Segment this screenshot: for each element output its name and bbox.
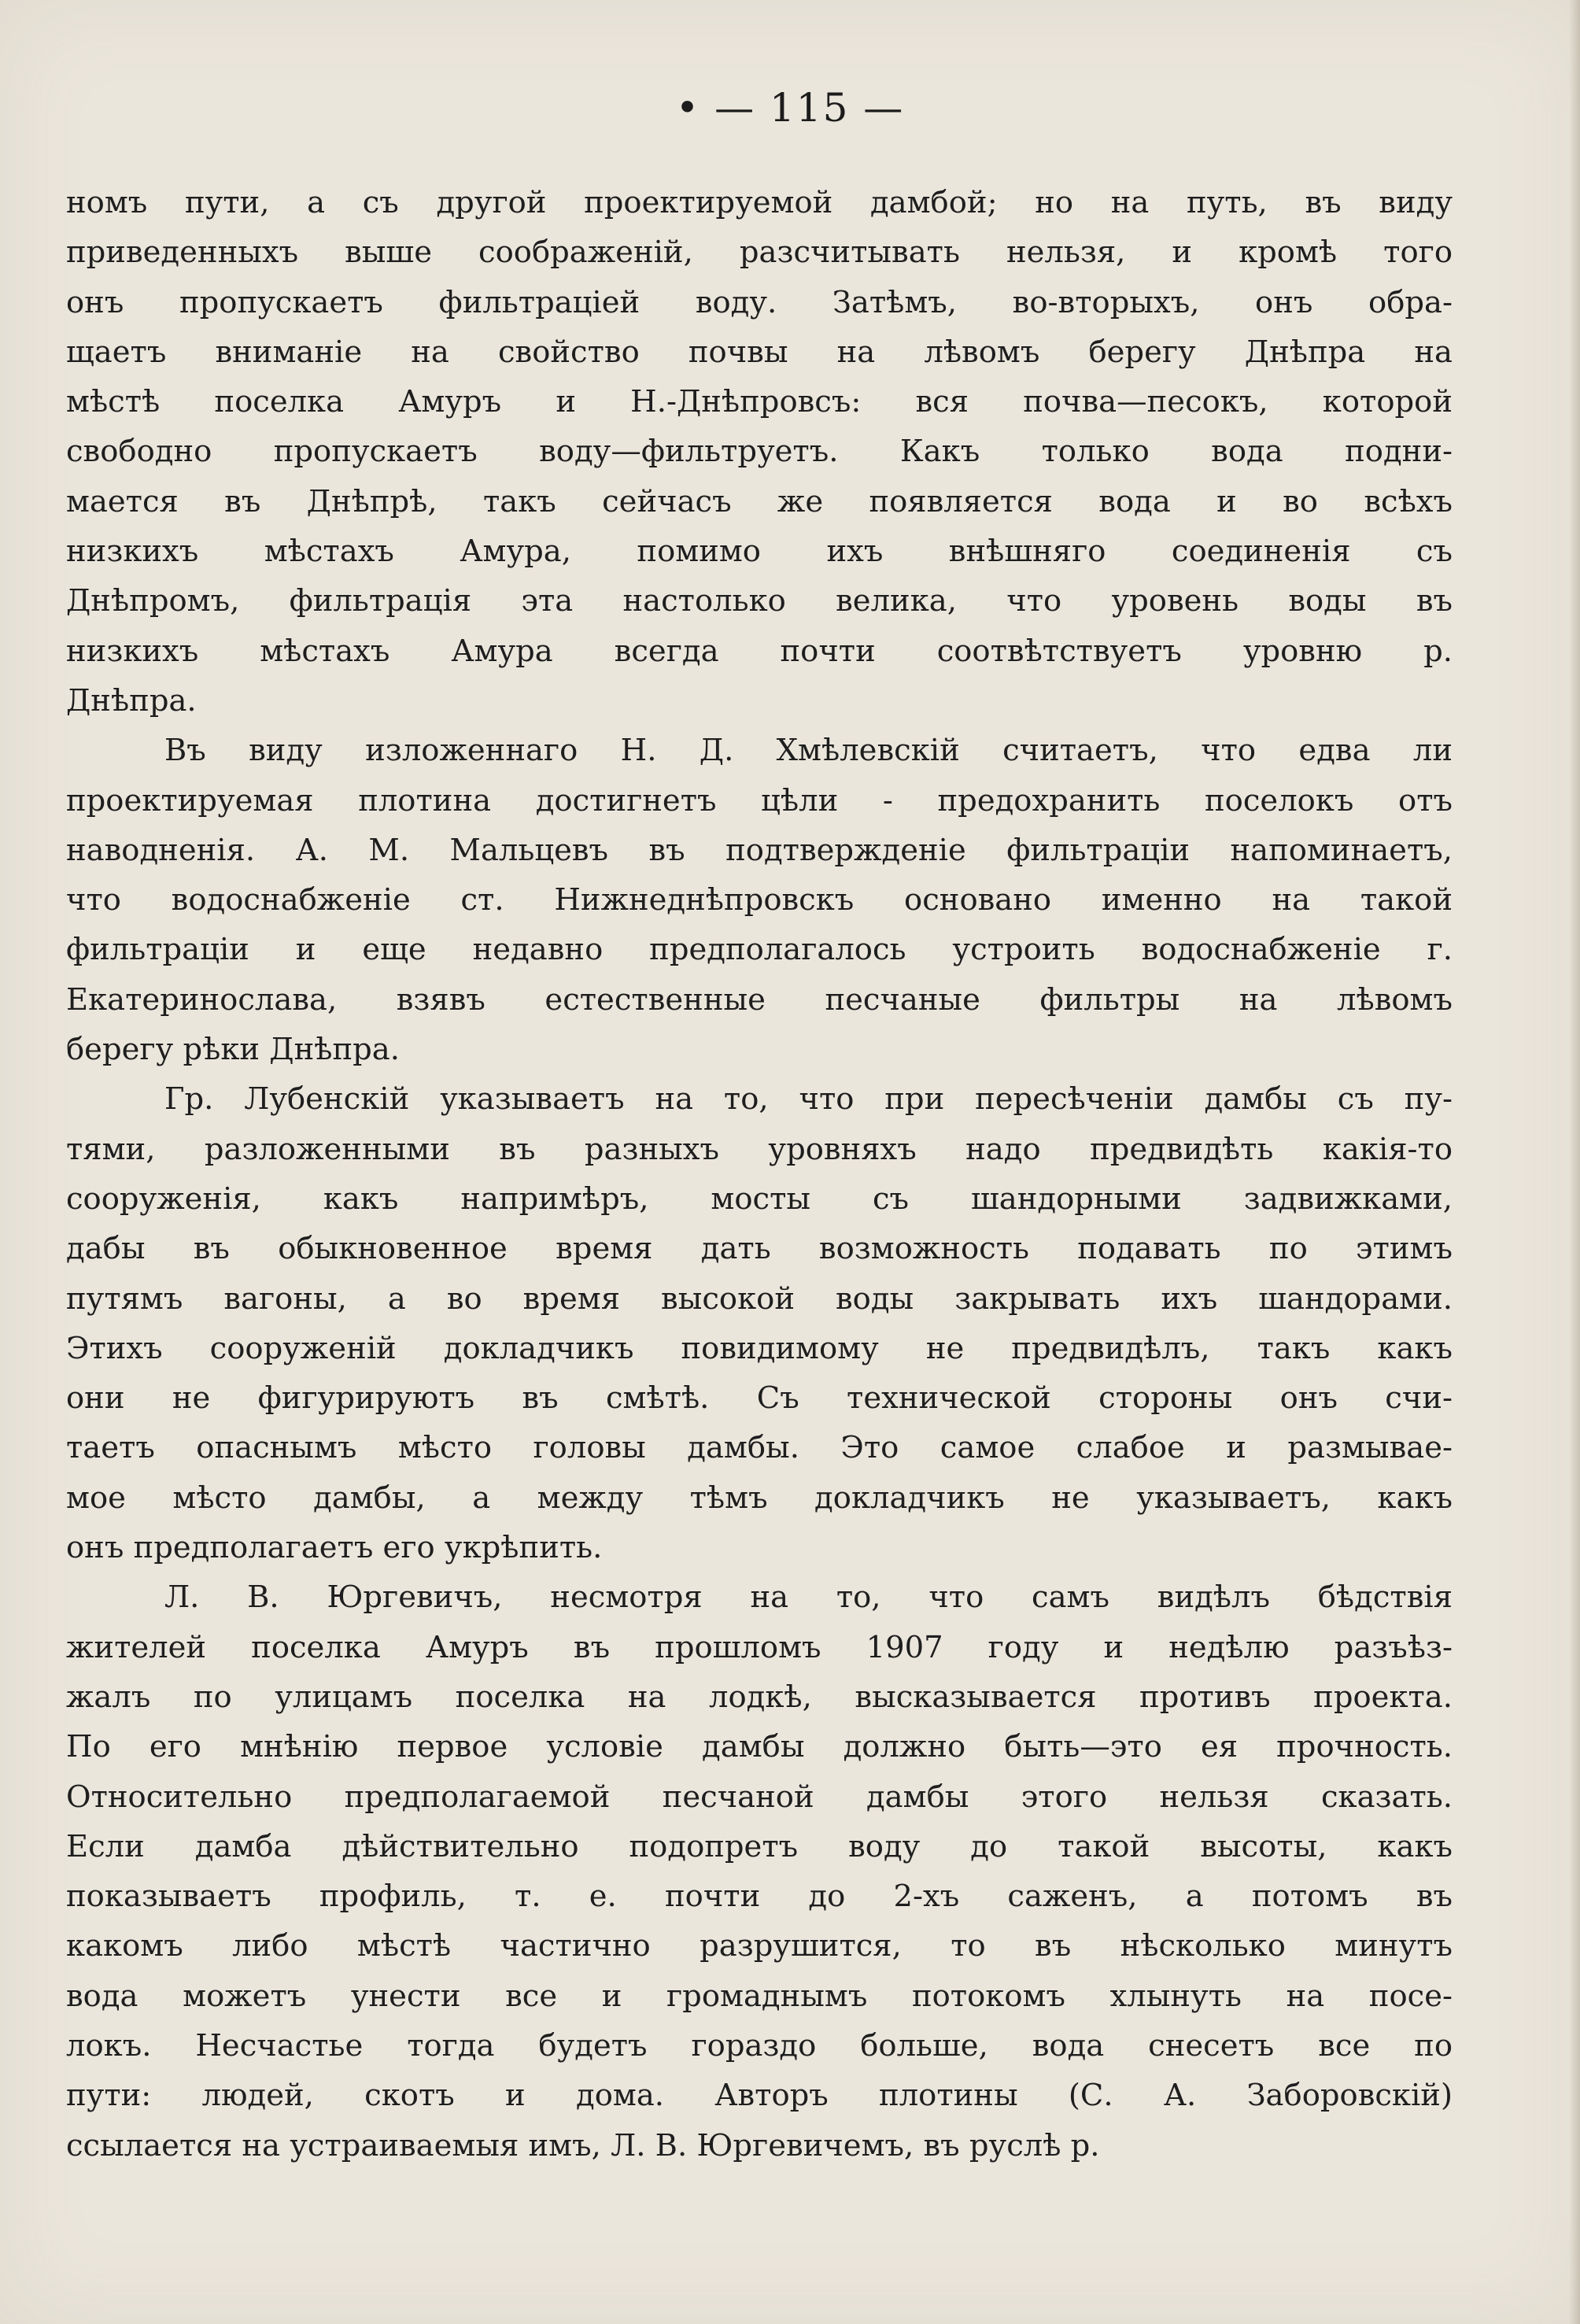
text-line: онъ предполагаетъ его укрѣпить.	[66, 1530, 603, 1566]
text-line: жалъ по улицамъ поселка на лодкѣ, высказывается противъ проекта.	[66, 1679, 1453, 1715]
text-line: низкихъ мѣстахъ Амура всегда почти соотвѣтствуетъ уровню р.	[66, 633, 1453, 669]
text-line: ссылается на устраиваемыя имъ, Л. В. Юргевичемъ, въ руслѣ р.	[66, 2127, 1100, 2163]
text-line: какомъ либо мѣстѣ частично разрушится, то въ нѣсколько минутъ	[66, 1928, 1453, 1964]
text-line: проектируемая плотина достигнетъ цѣли - предохранить поселокъ отъ	[66, 782, 1453, 818]
text-line: показываетъ профиль, т. е. почти до 2-хъ саженъ, а потомъ въ	[66, 1879, 1453, 1915]
text-line: щаетъ вниманiе на свойство почвы на лѣвомъ берегу Днѣпра на	[66, 334, 1453, 370]
text-line: вода можетъ унести все и громаднымъ потокомъ хлынуть на посе-	[66, 1978, 1453, 2014]
text-line: путямъ вагоны, а во время высокой воды закрывать ихъ шандорами.	[66, 1280, 1453, 1317]
text-line: что водоснабженiе ст. Нижнеднѣпровскъ основано именно на такой	[66, 882, 1453, 918]
text-line: таетъ опаснымъ мѣсто головы дамбы. Это самое слабое и размывае-	[66, 1430, 1453, 1466]
text-line: жителей поселка Амуръ въ прошломъ 1907 году и недѣлю разъѣз-	[66, 1629, 1453, 1665]
text-line: онъ пропускаетъ фильтрацiей воду. Затѣмъ, во-вторыхъ, онъ обра-	[66, 284, 1453, 320]
text-line: мается въ Днѣпрѣ, такъ сейчасъ же появляется вода и во всѣхъ	[66, 483, 1453, 519]
text-line: Днѣпромъ, фильтрацiя эта настолько велика, что уровень воды въ	[66, 583, 1453, 619]
paragraph	[66, 1572, 1453, 2171]
text-line: низкихъ мѣстахъ Амура, помимо ихъ внѣшняго соединенiя съ	[66, 534, 1453, 570]
text-line: Л. В. Юргевичъ, несмотря на то, что самъ видѣлъ бѣдствiя	[164, 1580, 1453, 1616]
text-line: дабы въ обыкновенное время дать возможность подавать по этимъ	[66, 1231, 1453, 1267]
text-line: они не фигурируютъ въ смѣтѣ. Съ технической стороны онъ счи-	[66, 1380, 1453, 1417]
body-text	[66, 178, 1453, 2171]
page-number-header: • — 115 —	[675, 85, 905, 131]
page-edge-shadow	[1569, 0, 1580, 2324]
text-line: мое мѣсто дамбы, а между тѣмъ докладчикъ не указываетъ, какъ	[66, 1480, 1453, 1516]
text-line: Гр. Лубенскiй указываетъ на то, что при пересѣченiи дамбы съ пу-	[164, 1081, 1453, 1118]
text-line: По его мнѣнiю первое условiе дамбы должно быть—это ея прочность.	[66, 1729, 1453, 1765]
paragraph	[66, 726, 1453, 1074]
paragraph	[66, 1074, 1453, 1572]
text-line: мѣстѣ поселка Амуръ и Н.-Днѣпровсъ: вся почва—песокъ, которой	[66, 384, 1453, 420]
text-line: Этихъ сооруженiй докладчикъ повидимому не предвидѣлъ, такъ какъ	[66, 1330, 1453, 1366]
text-line: фильтрацiи и еще недавно предполагалось устроить водоснабженiе г.	[66, 932, 1453, 968]
text-line: наводненiя. А. М. Мальцевъ въ подтвержденiе фильтрацiи напоминаетъ,	[66, 832, 1453, 868]
text-line: пути: людей, скотъ и дома. Авторъ плотины (С. А. Заборовскiй)	[66, 2078, 1453, 2114]
text-line: Екатеринослава, взявъ естественные песчаные фильтры на лѣвомъ	[66, 981, 1453, 1018]
text-line: берегу рѣки Днѣпра.	[66, 1032, 400, 1068]
text-line: локъ. Несчастье тогда будетъ гораздо больше, вода снесетъ все по	[66, 2027, 1453, 2064]
text-line: Относительно предполагаемой песчаной дамбы этого нельзя сказать.	[66, 1779, 1453, 1815]
paragraph	[66, 178, 1453, 726]
text-line: Въ виду изложеннаго Н. Д. Хмѣлевскiй считаетъ, что едва ли	[164, 733, 1453, 769]
text-line: Днѣпра.	[66, 682, 197, 719]
text-line: сооруженiя, какъ напримѣръ, мосты съ шандорными задвижками,	[66, 1180, 1453, 1217]
text-line: Если дамба дѣйствительно подопретъ воду до такой высоты, какъ	[66, 1828, 1453, 1864]
text-line: приведенныхъ выше соображенiй, разсчитывать нельзя, и кромѣ того	[66, 235, 1453, 271]
text-line: номъ пути, а съ другой проектируемой дамбой; но на путь, въ виду	[66, 185, 1453, 220]
text-line: свободно пропускаетъ воду—фильтруетъ. Какъ только вода подни-	[66, 434, 1453, 470]
text-line: тями, разложенными въ разныхъ уровняхъ надо предвидѣть какiя-то	[66, 1131, 1453, 1167]
